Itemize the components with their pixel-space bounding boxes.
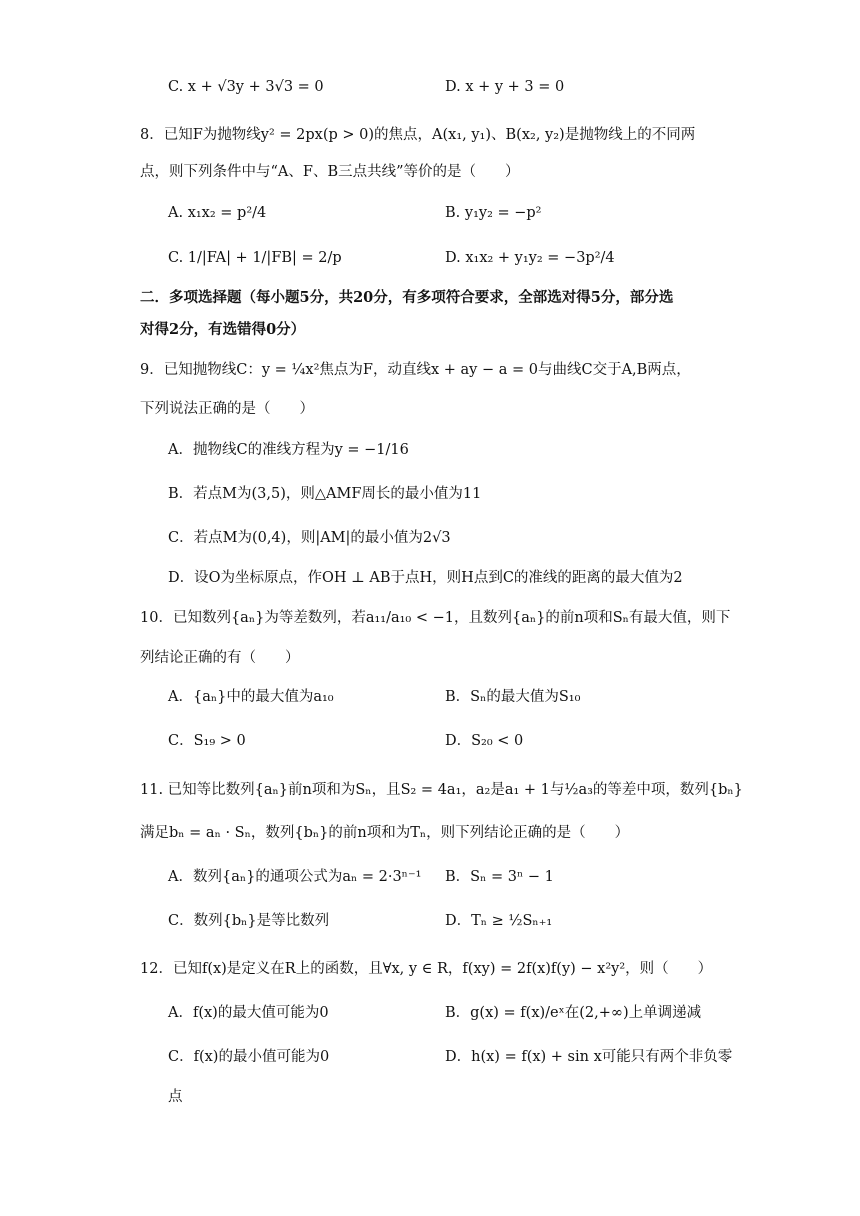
option-10d: D．S₂₀ < 0	[445, 733, 524, 749]
q11-stem-line2: 满足bₙ = aₙ · Sₙ，数列{bₙ}的前n项和为Tₙ，则下列结论正确的是（ ）	[140, 825, 630, 841]
text-line	[0, 72, 860, 102]
q12-stem: 12．已知f(x)是定义在R上的函数，且∀x, y ∈ R，f(xy) = 2f(x)f(y) − x²y²，则（ ）	[140, 961, 713, 977]
option-8c: C. 1/|FA| + 1/|FB| = 2/p	[168, 250, 342, 266]
text-line	[0, 355, 860, 385]
q8-stem-line2: 点，则下列条件中与“A、F、B三点共线”等价的是（ ）	[140, 164, 520, 180]
q9-stem-line2: 下列说法正确的是（ ）	[140, 401, 314, 417]
option-7d: D. x + y + 3 = 0	[445, 79, 565, 95]
text-line	[0, 435, 860, 465]
option-9a: A．抛物线C的准线方程为y = −1/16	[168, 442, 409, 458]
option-8d: D. x₁x₂ + y₁y₂ = −3p²/4	[445, 250, 615, 266]
text-line	[0, 1042, 860, 1072]
text-line	[0, 726, 860, 756]
option-7c: C. x + √3y + 3√3 = 0	[168, 79, 324, 95]
text-line	[0, 157, 860, 187]
section2-header-line2: 对得2分，有选错得0分）	[140, 321, 306, 338]
text-line	[0, 198, 860, 228]
text-line	[0, 775, 860, 805]
q10-stem-line1: 10．已知数列{aₙ}为等差数列，若a₁₁/a₁₀ < −1，且数列{aₙ}的前n项和Sₙ有最大值，则下	[140, 610, 731, 626]
text-line	[0, 818, 860, 848]
option-10a: A．{aₙ}中的最大值为a₁₀	[168, 689, 334, 705]
text-line	[0, 998, 860, 1028]
text-line	[0, 283, 860, 313]
option-11c: C．数列{bₙ}是等比数列	[168, 913, 330, 929]
text-line	[0, 862, 860, 892]
option-12b: B．g(x) = f(x)/eˣ在(2,+∞)上单调递减	[445, 1005, 702, 1021]
q11-stem-line1: 11. 已知等比数列{aₙ}前n项和为Sₙ，且S₂ = 4a₁，a₂是a₁ + 1与½a₃的等差中项，数列{bₙ}	[140, 782, 743, 798]
text-line	[0, 906, 860, 936]
option-9b: B．若点M为(3,5)，则△AMF周长的最小值为11	[168, 486, 482, 502]
text-line	[0, 394, 860, 424]
text-line	[0, 643, 860, 673]
text-line	[0, 479, 860, 509]
option-12c: C．f(x)的最小值可能为0	[168, 1049, 330, 1065]
text-line	[0, 1082, 860, 1112]
text-line	[0, 603, 860, 633]
text-line	[0, 682, 860, 712]
text-line	[0, 563, 860, 593]
q10-stem-line2: 列结论正确的有（ ）	[140, 650, 300, 666]
option-11a: A．数列{aₙ}的通项公式为aₙ = 2·3ⁿ⁻¹	[168, 869, 422, 885]
option-11b: B．Sₙ = 3ⁿ − 1	[445, 869, 554, 885]
option-12a: A．f(x)的最大值可能为0	[168, 1005, 329, 1021]
text-line	[0, 120, 860, 150]
text-line	[0, 523, 860, 553]
text-line	[0, 954, 860, 984]
section2-header-line1: 二．多项选择题（每小题5分，共20分，有多项符合要求，全部选对得5分，部分选	[140, 289, 674, 306]
option-8b: B. y₁y₂ = −p²	[445, 205, 542, 221]
option-10b: B．Sₙ的最大值为S₁₀	[445, 689, 581, 705]
option-9d: D．设O为坐标原点，作OH ⊥ AB于点H，则H点到C的准线的距离的最大值为2	[168, 570, 683, 586]
text-line	[0, 243, 860, 273]
option-12d-line2: 点	[168, 1089, 183, 1105]
option-11d: D．Tₙ ≥ ½Sₙ₊₁	[445, 913, 553, 929]
q8-stem-line1: 8．已知F为抛物线y² = 2px(p > 0)的焦点，A(x₁, y₁)、B(x₂, y₂)是抛物线上的不同两	[140, 127, 696, 143]
option-10c: C．S₁₉ > 0	[168, 733, 246, 749]
option-9c: C．若点M为(0,4)，则|AM|的最小值为2√3	[168, 530, 451, 546]
q9-stem-line1: 9．已知抛物线C：y = ¼x²焦点为F，动直线x + ay − a = 0与曲线C交于A,B两点，	[140, 362, 691, 378]
option-8a: A. x₁x₂ = p²/4	[168, 205, 267, 221]
option-12d-line1: D．h(x) = f(x) + sin x可能只有两个非负零	[445, 1049, 733, 1065]
text-line	[0, 315, 860, 345]
